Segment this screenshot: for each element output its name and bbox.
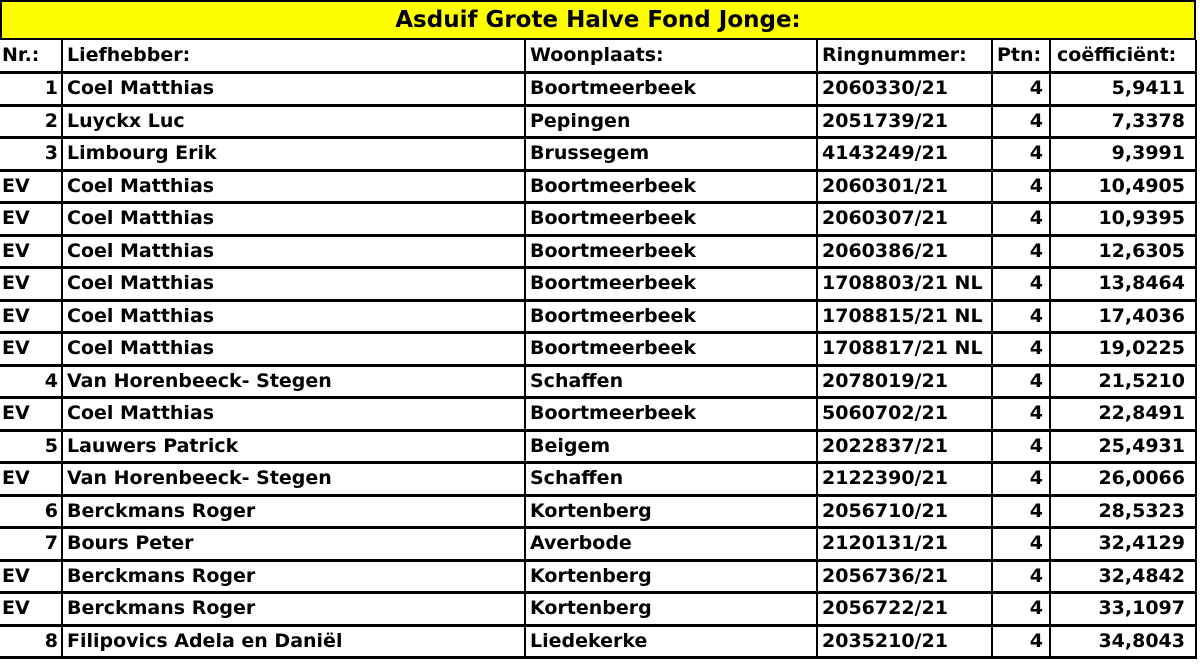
cell-ringnummer: 2056736/21 xyxy=(817,560,992,593)
cell-ringnummer: 2060307/21 xyxy=(817,203,992,236)
table-row xyxy=(0,203,1196,236)
table-row xyxy=(0,495,1196,528)
cell-ringnummer: 2060330/21 xyxy=(817,73,992,106)
table-row xyxy=(0,170,1196,203)
column-header-coefficient: coëfficiënt: xyxy=(1050,40,1196,73)
table-row xyxy=(0,398,1196,431)
cell-ringnummer: 5060702/21 xyxy=(817,398,992,431)
cell-woonplaats: Boortmeerbeek xyxy=(525,235,817,268)
table-row xyxy=(0,463,1196,496)
header-row xyxy=(0,40,1196,73)
cell-coefficient: 19,0225 xyxy=(1050,333,1196,366)
cell-ptn: 4 xyxy=(992,365,1050,398)
table-row xyxy=(0,235,1196,268)
cell-ringnummer: 2060301/21 xyxy=(817,170,992,203)
cell-coefficient: 34,8043 xyxy=(1050,625,1196,658)
cell-coefficient: 21,5210 xyxy=(1050,365,1196,398)
cell-ptn: 4 xyxy=(992,300,1050,333)
cell-woonplaats: Kortenberg xyxy=(525,495,817,528)
cell-ringnummer: 1708803/21 NL xyxy=(817,268,992,301)
cell-ringnummer: 2120131/21 xyxy=(817,528,992,561)
cell-liefhebber: Luyckx Luc xyxy=(62,105,525,138)
cell-coefficient: 32,4842 xyxy=(1050,560,1196,593)
cell-liefhebber: Van Horenbeeck- Stegen xyxy=(62,463,525,496)
cell-ringnummer: 2056710/21 xyxy=(817,495,992,528)
table-row xyxy=(0,138,1196,171)
cell-woonplaats: Schaffen xyxy=(525,463,817,496)
results-table-body xyxy=(0,40,1196,658)
cell-nr: EV xyxy=(0,463,62,496)
cell-woonplaats: Averbode xyxy=(525,528,817,561)
cell-coefficient: 33,1097 xyxy=(1050,593,1196,626)
cell-liefhebber: Coel Matthias xyxy=(62,235,525,268)
sheet-title: Asduif Grote Halve Fond Jonge: xyxy=(0,0,1196,40)
cell-coefficient: 9,3991 xyxy=(1050,138,1196,171)
cell-nr: EV xyxy=(0,268,62,301)
cell-woonplaats: Boortmeerbeek xyxy=(525,398,817,431)
cell-nr: EV xyxy=(0,300,62,333)
cell-coefficient: 10,4905 xyxy=(1050,170,1196,203)
cell-liefhebber: Bours Peter xyxy=(62,528,525,561)
cell-coefficient: 25,4931 xyxy=(1050,430,1196,463)
cell-ptn: 4 xyxy=(992,560,1050,593)
cell-coefficient: 13,8464 xyxy=(1050,268,1196,301)
cell-liefhebber: Lauwers Patrick xyxy=(62,430,525,463)
cell-liefhebber: Coel Matthias xyxy=(62,73,525,106)
column-header-nr: Nr.: xyxy=(0,40,62,73)
cell-nr: EV xyxy=(0,203,62,236)
cell-liefhebber: Coel Matthias xyxy=(62,203,525,236)
cell-ringnummer: 2022837/21 xyxy=(817,430,992,463)
cell-ptn: 4 xyxy=(992,170,1050,203)
cell-ptn: 4 xyxy=(992,235,1050,268)
cell-ringnummer: 2060386/21 xyxy=(817,235,992,268)
cell-coefficient: 32,4129 xyxy=(1050,528,1196,561)
cell-ptn: 4 xyxy=(992,203,1050,236)
cell-nr: 1 xyxy=(0,73,62,106)
cell-nr: 4 xyxy=(0,365,62,398)
table-row xyxy=(0,73,1196,106)
cell-ptn: 4 xyxy=(992,593,1050,626)
table-row xyxy=(0,300,1196,333)
cell-ptn: 4 xyxy=(992,430,1050,463)
cell-ringnummer: 1708815/21 NL xyxy=(817,300,992,333)
cell-ptn: 4 xyxy=(992,495,1050,528)
cell-ringnummer: 2122390/21 xyxy=(817,463,992,496)
cell-ringnummer: 2051739/21 xyxy=(817,105,992,138)
table-row xyxy=(0,365,1196,398)
cell-ringnummer: 1708817/21 NL xyxy=(817,333,992,366)
cell-ptn: 4 xyxy=(992,463,1050,496)
cell-ringnummer: 2035210/21 xyxy=(817,625,992,658)
cell-liefhebber: Coel Matthias xyxy=(62,333,525,366)
cell-nr: 5 xyxy=(0,430,62,463)
cell-coefficient: 12,6305 xyxy=(1050,235,1196,268)
cell-nr: 3 xyxy=(0,138,62,171)
cell-ptn: 4 xyxy=(992,138,1050,171)
cell-coefficient: 26,0066 xyxy=(1050,463,1196,496)
column-header-ringnummer: Ringnummer: xyxy=(817,40,992,73)
cell-liefhebber: Coel Matthias xyxy=(62,398,525,431)
cell-woonplaats: Schaffen xyxy=(525,365,817,398)
cell-woonplaats: Brussegem xyxy=(525,138,817,171)
cell-coefficient: 28,5323 xyxy=(1050,495,1196,528)
cell-coefficient: 5,9411 xyxy=(1050,73,1196,106)
column-header-ptn: Ptn: xyxy=(992,40,1050,73)
cell-liefhebber: Coel Matthias xyxy=(62,170,525,203)
table-row xyxy=(0,625,1196,658)
cell-woonplaats: Boortmeerbeek xyxy=(525,333,817,366)
cell-woonplaats: Boortmeerbeek xyxy=(525,268,817,301)
cell-woonplaats: Boortmeerbeek xyxy=(525,300,817,333)
cell-woonplaats: Kortenberg xyxy=(525,593,817,626)
table-row xyxy=(0,560,1196,593)
cell-coefficient: 22,8491 xyxy=(1050,398,1196,431)
cell-liefhebber: Filipovics Adela en Daniël xyxy=(62,625,525,658)
cell-liefhebber: Coel Matthias xyxy=(62,300,525,333)
cell-ptn: 4 xyxy=(992,398,1050,431)
cell-nr: EV xyxy=(0,170,62,203)
cell-woonplaats: Boortmeerbeek xyxy=(525,203,817,236)
column-header-woonplaats: Woonplaats: xyxy=(525,40,817,73)
cell-ptn: 4 xyxy=(992,105,1050,138)
cell-liefhebber: Van Horenbeeck- Stegen xyxy=(62,365,525,398)
cell-woonplaats: Liedekerke xyxy=(525,625,817,658)
cell-ptn: 4 xyxy=(992,333,1050,366)
cell-liefhebber: Limbourg Erik xyxy=(62,138,525,171)
cell-liefhebber: Coel Matthias xyxy=(62,268,525,301)
cell-woonplaats: Beigem xyxy=(525,430,817,463)
cell-liefhebber: Berckmans Roger xyxy=(62,495,525,528)
cell-ringnummer: 2078019/21 xyxy=(817,365,992,398)
cell-nr: 6 xyxy=(0,495,62,528)
cell-nr: 8 xyxy=(0,625,62,658)
cell-nr: EV xyxy=(0,593,62,626)
column-header-liefhebber: Liefhebber: xyxy=(62,40,525,73)
cell-nr: 7 xyxy=(0,528,62,561)
cell-woonplaats: Boortmeerbeek xyxy=(525,73,817,106)
cell-ptn: 4 xyxy=(992,73,1050,106)
table-row xyxy=(0,333,1196,366)
cell-coefficient: 7,3378 xyxy=(1050,105,1196,138)
cell-ptn: 4 xyxy=(992,528,1050,561)
table-row xyxy=(0,593,1196,626)
table-row xyxy=(0,105,1196,138)
cell-coefficient: 10,9395 xyxy=(1050,203,1196,236)
cell-nr: EV xyxy=(0,333,62,366)
cell-ptn: 4 xyxy=(992,625,1050,658)
cell-ptn: 4 xyxy=(992,268,1050,301)
cell-nr: EV xyxy=(0,560,62,593)
cell-nr: EV xyxy=(0,235,62,268)
cell-liefhebber: Berckmans Roger xyxy=(62,593,525,626)
cell-woonplaats: Boortmeerbeek xyxy=(525,170,817,203)
cell-ringnummer: 4143249/21 xyxy=(817,138,992,171)
cell-coefficient: 17,4036 xyxy=(1050,300,1196,333)
table-row xyxy=(0,430,1196,463)
cell-woonplaats: Kortenberg xyxy=(525,560,817,593)
cell-nr: EV xyxy=(0,398,62,431)
table-row xyxy=(0,528,1196,561)
table-row xyxy=(0,268,1196,301)
cell-woonplaats: Pepingen xyxy=(525,105,817,138)
cell-ringnummer: 2056722/21 xyxy=(817,593,992,626)
cell-nr: 2 xyxy=(0,105,62,138)
results-table xyxy=(0,40,1197,659)
cell-liefhebber: Berckmans Roger xyxy=(62,560,525,593)
